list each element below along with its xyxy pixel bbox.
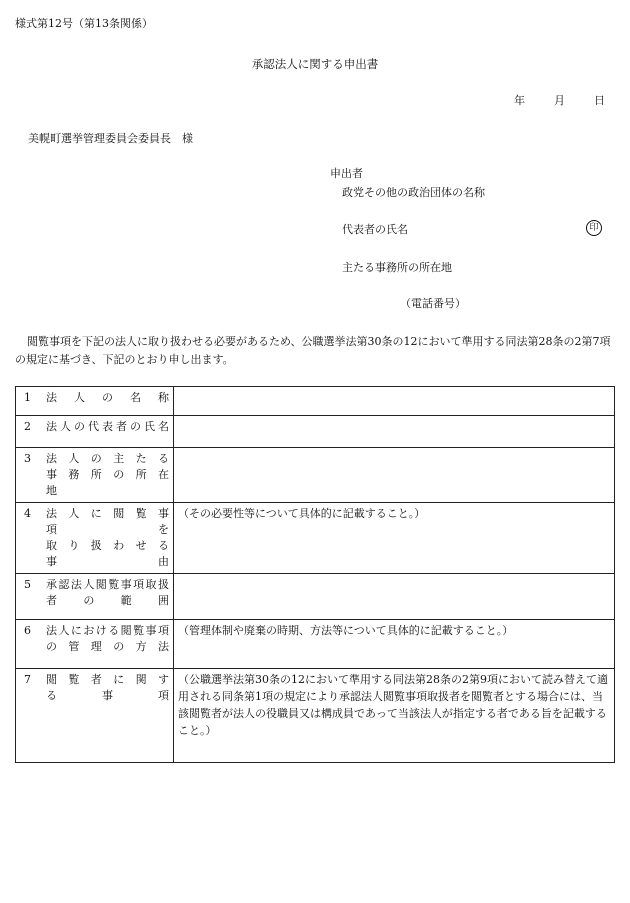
row-number: 2 <box>24 420 31 433</box>
row-value-cell[interactable] <box>174 387 615 416</box>
row-label <box>16 619 174 668</box>
application-table <box>15 386 615 763</box>
row-label-line: の 管 理 の 方 法 <box>46 639 169 653</box>
addressee: 美幌町選挙管理委員会委員長 様 <box>28 132 193 145</box>
row-label-text: 法人の代表者の氏名 <box>46 420 169 433</box>
row-label <box>16 668 180 762</box>
row-label <box>16 502 180 573</box>
row-number: 4 <box>24 506 31 520</box>
row-label-text: 法人の名称 <box>46 391 169 404</box>
office-address-label: 主たる事務所の所在地 <box>342 261 452 274</box>
row-value-cell[interactable] <box>174 619 615 668</box>
row-number: 3 <box>24 452 31 465</box>
table-row <box>16 416 615 448</box>
row-number: 6 <box>24 623 31 637</box>
date-line <box>514 93 605 109</box>
representative-name-label: 代表者の氏名 <box>342 223 408 236</box>
row-label-line: 者 の 範 囲 <box>46 593 169 607</box>
row-number: 7 <box>24 672 31 686</box>
date-day: 日 <box>594 94 605 107</box>
row-value-cell[interactable] <box>174 502 615 573</box>
body-text: 閲覧事項を下記の法人に取り扱わせる必要があるため、公職選挙法第30条の12において準用する同法第28条の2第7項の規定に基づき、下記のとおり申し出ます。 <box>15 335 611 366</box>
date-year: 年 <box>514 94 525 107</box>
row-note: （その必要性等について具体的に記載すること。） <box>178 506 426 520</box>
row-label-line: 法 人 に 閲 覧 事 項 を <box>46 506 180 536</box>
row-label-line: 法 人 の 主 た る <box>46 452 169 465</box>
date-month: 月 <box>554 94 565 107</box>
row-label <box>16 416 174 448</box>
row-value-cell[interactable] <box>174 573 615 619</box>
applicant-label: 申出者 <box>330 167 363 180</box>
row-note: （管理体制や廃棄の時期、方法等について具体的に記載すること。） <box>178 623 514 637</box>
party-name-label: 政党その他の政治団体の名称 <box>342 186 485 199</box>
table-row <box>16 668 615 762</box>
row-value-cell[interactable] <box>174 668 615 762</box>
table-row <box>16 502 615 573</box>
phone-number-label: （電話番号） <box>400 297 466 310</box>
row-value-cell[interactable] <box>174 416 615 448</box>
row-note: （公職選挙法第30条の12において準用する同法第28条の2第9項において読み替えて適用される同条第1項の規定により承認法人閲覧事項取扱者を閲覧者とする場合には、当該閲覧者が法人の役職員又は構成員であって当該法人が指定する者である旨を記載すること。） <box>178 672 608 737</box>
seal-icon: 印 <box>586 220 602 236</box>
row-label-line: 承認法人閲覧事項取扱 <box>46 577 169 591</box>
document-title: 承認法人に関する申出書 <box>251 57 379 71</box>
row-label-line: 取 り 扱 わ せ る 事 由 <box>46 538 180 568</box>
table-row <box>16 619 615 668</box>
row-label-line: 事 務 所 の 所 在 地 <box>46 467 180 497</box>
row-label-line: 閲 覧 者 に 関 す る 事 項 <box>46 672 180 702</box>
table-row <box>16 448 615 503</box>
row-number: 5 <box>24 577 31 591</box>
row-label-line: 法人における閲覧事項 <box>46 623 169 637</box>
form-number: 様式第12号（第13条関係） <box>15 17 153 30</box>
row-value-cell[interactable] <box>174 448 615 503</box>
table-row <box>16 573 615 619</box>
table-row <box>16 387 615 416</box>
row-label <box>16 448 180 503</box>
row-label <box>16 573 174 619</box>
row-number: 1 <box>24 391 31 404</box>
row-label <box>16 387 174 416</box>
